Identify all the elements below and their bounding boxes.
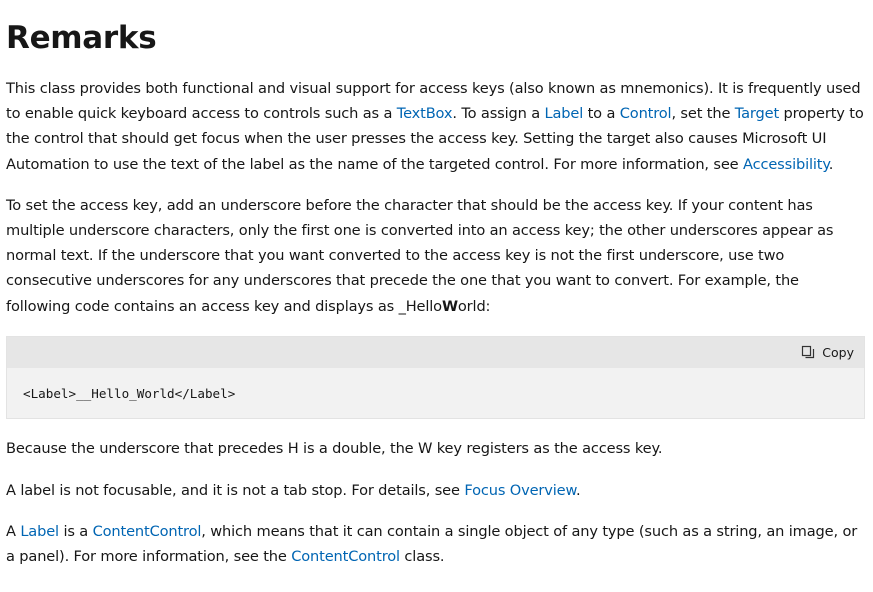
paragraph-focusable: [6, 478, 867, 503]
code-header: [7, 337, 864, 368]
text: to a: [583, 105, 620, 123]
paragraph-double-underscore: Because the underscore that precedes H is a double, the W key registers as the access key.: [6, 439, 663, 457]
paragraph-content-control: [6, 519, 867, 569]
text: A: [6, 523, 21, 541]
link-target[interactable]: Target: [734, 105, 780, 123]
paragraph-access-key: [6, 193, 867, 319]
bold-letter: W: [441, 297, 458, 315]
text: orld:: [457, 297, 491, 315]
link-label[interactable]: Label: [544, 105, 584, 123]
link-control[interactable]: Control: [619, 105, 672, 123]
text: To set the access key, add an underscore before the character that should be the access key. If your content has multiple underscore characters, only the first one is converted into an access key; the other underscores appear as normal text. If the underscore that you want converted to the access key is not the first underscore, use two consecutive underscores for any underscores that precede the one that you want to convert. For example, the following code contains an access key and displays as _Hello: [6, 196, 834, 315]
text: , set the: [671, 105, 735, 123]
code-content: <Label>__Hello_World</Label>: [23, 385, 236, 401]
page-heading: Remarks: [6, 20, 157, 56]
text: This class provides both functional and visual support for access keys (also known as mnemonics). It is frequently used to enable quick keyboard access to controls such as a: [6, 80, 861, 123]
copy-label: Copy: [822, 344, 854, 360]
text: . To assign a: [452, 105, 545, 123]
text: .: [575, 482, 581, 500]
link-contentcontrol-2[interactable]: ContentControl: [291, 548, 400, 566]
text: class.: [399, 548, 445, 566]
link-contentcontrol[interactable]: ContentControl: [92, 523, 202, 541]
paragraph-intro: [6, 76, 867, 177]
text: A label is not focusable, and it is not a tab stop. For details, see: [6, 482, 465, 500]
copy-button[interactable]: [801, 345, 854, 360]
text: property to the control that should get focus when the user presses the access key. Setting the target also causes Microsoft UI Automation to use the text of the label as the name of the targeted control. For more information, see: [6, 105, 864, 173]
link-textbox[interactable]: TextBox: [396, 105, 453, 123]
text: is a: [58, 523, 93, 541]
link-label-2[interactable]: Label: [20, 523, 59, 541]
copy-icon: [801, 345, 815, 359]
link-focus-overview[interactable]: Focus Overview: [464, 482, 576, 500]
text: , which means that it can contain a single object of any type (such as a string, an image, or a panel). For more information, see the: [6, 523, 858, 566]
link-accessibility[interactable]: Accessibility: [743, 155, 829, 173]
code-block: [6, 336, 865, 419]
text: .: [828, 155, 834, 173]
